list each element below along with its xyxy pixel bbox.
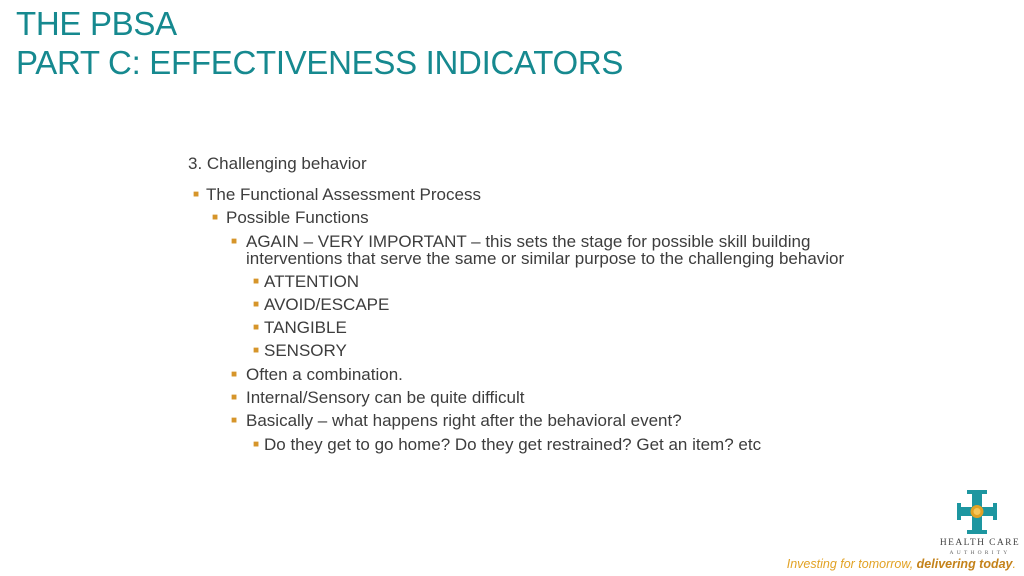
bullet-square-icon: ■ xyxy=(253,322,260,334)
bullet-basically xyxy=(188,409,848,432)
bullet-text: Internal/Sensory can be quite difficult xyxy=(246,388,525,408)
bullet-square-icon: ■ xyxy=(231,392,238,404)
content-heading: 3. Challenging behavior xyxy=(188,154,367,173)
bullet-text: AGAIN – VERY IMPORTANT – this sets the stage for possible skill building interventions that serve the same or similar purpose to the challenging behavior xyxy=(246,231,845,268)
bullet-function-tangible xyxy=(188,316,848,339)
bullet-internal-sensory xyxy=(188,386,848,409)
tagline-part-1: Investing for tomorrow, xyxy=(786,557,917,571)
bullet-function-attention xyxy=(188,270,848,293)
bullet-square-icon: ■ xyxy=(231,235,238,247)
bullet-functional-assessment xyxy=(188,183,848,206)
bullet-square-icon: ■ xyxy=(193,189,200,200)
bullet-text: Basically – what happens right after the behavioral event? xyxy=(246,411,682,431)
bullet-text: Often a combination. xyxy=(246,364,403,384)
bullet-function-avoid-escape xyxy=(188,293,848,316)
logo-name: HEALTH CARE xyxy=(939,538,1021,548)
bullet-square-icon: ■ xyxy=(253,345,260,357)
title-line-2: PART C: EFFECTIVENESS INDICATORS xyxy=(16,44,624,81)
bullet-text: The Functional Assessment Process xyxy=(206,185,481,204)
bullet-text: Do they get to go home? Do they get restrained? Get an item? etc xyxy=(264,434,762,454)
bullet-text: SENSORY xyxy=(264,341,347,361)
footer-tagline xyxy=(787,557,1016,571)
bullet-possible-functions xyxy=(188,206,848,229)
bullet-text: AVOID/ESCAPE xyxy=(264,294,390,314)
slide-title xyxy=(16,4,623,82)
tagline-end: . xyxy=(1012,557,1016,571)
bullet-text: ATTENTION xyxy=(264,271,360,291)
tagline-part-2: delivering today xyxy=(916,557,1013,571)
bullet-very-important xyxy=(188,230,848,270)
bullet-text: Possible Functions xyxy=(226,208,369,228)
slide-content xyxy=(188,152,848,456)
health-care-authority-logo xyxy=(930,488,1024,560)
logo-subtitle: AUTHORITY xyxy=(949,550,1011,556)
bullet-combination xyxy=(188,363,848,386)
bullet-square-icon: ■ xyxy=(212,212,219,224)
title-line-1: THE PBSA xyxy=(16,5,177,42)
bullet-square-icon: ■ xyxy=(253,438,260,450)
bullet-square-icon: ■ xyxy=(231,368,238,380)
bullet-square-icon: ■ xyxy=(253,275,260,287)
bullet-square-icon: ■ xyxy=(231,415,238,427)
bullet-questions xyxy=(188,433,848,456)
bullet-text: TANGIBLE xyxy=(264,318,347,338)
bullet-function-sensory xyxy=(188,339,848,362)
bullet-square-icon: ■ xyxy=(253,298,260,310)
zia-cross-icon xyxy=(954,488,1000,536)
